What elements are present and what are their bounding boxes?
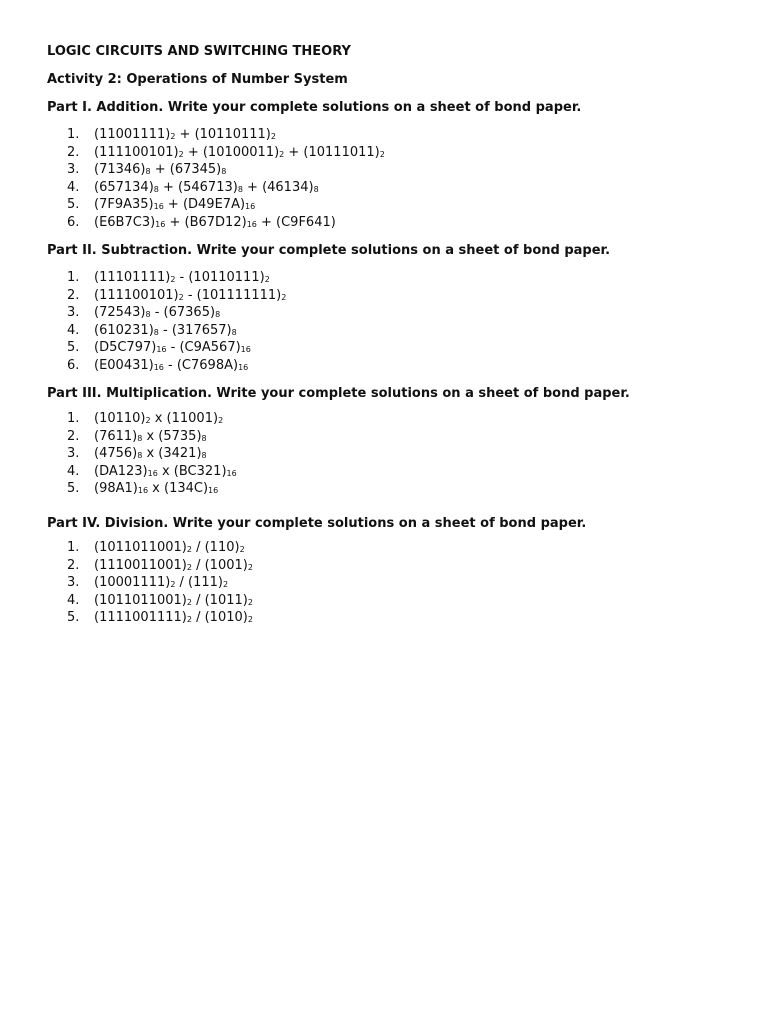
operand-text: + (46134) <box>242 179 314 195</box>
problem-expression <box>94 145 385 160</box>
operand-text: - (C7698A) <box>163 357 239 373</box>
problem-expression <box>94 197 255 212</box>
operand-text: (1110011001) <box>94 557 187 573</box>
item-number: 6. <box>67 214 80 230</box>
problem-expression <box>94 411 223 426</box>
problem-list-multiplication <box>67 410 237 498</box>
operand-text: (7F9A35) <box>94 197 154 213</box>
problem-item <box>67 179 385 197</box>
base-subscript: 8 <box>153 327 159 337</box>
base-subscript: 16 <box>240 345 251 355</box>
operand-text: (98A1) <box>94 481 138 497</box>
item-number: 4. <box>67 463 80 479</box>
section-heading-subtraction: Part II. Subtraction. Write your complete solutions on a sheet of bond paper. <box>47 243 611 258</box>
section-heading-addition: Part I. Addition. Write your complete solutions on a sheet of bond paper. <box>47 100 582 115</box>
base-subscript: 8 <box>145 167 151 177</box>
operand-text: / (110) <box>191 540 240 555</box>
problem-item <box>67 304 286 322</box>
base-subscript: 8 <box>153 184 159 194</box>
problem-item <box>67 196 385 214</box>
operand-text: (11001111) <box>94 127 171 142</box>
problem-expression <box>94 446 207 461</box>
base-subscript: 2 <box>379 149 385 159</box>
operand-text: (71346) <box>94 162 146 178</box>
item-number: 2. <box>67 144 80 160</box>
problem-expression <box>94 593 253 608</box>
problem-expression <box>94 270 270 285</box>
operand-text: + (546713) <box>158 179 238 195</box>
problem-expression <box>94 429 207 444</box>
problem-item <box>67 480 237 498</box>
problem-expression <box>94 288 286 303</box>
base-subscript: 2 <box>218 416 224 425</box>
base-subscript: 8 <box>313 184 319 194</box>
base-subscript: 16 <box>153 362 164 372</box>
item-number: 2. <box>67 557 80 573</box>
problem-item <box>67 214 385 232</box>
problem-item <box>67 126 385 144</box>
base-subscript: 16 <box>246 219 257 229</box>
operand-text: + (10110111) <box>175 127 271 142</box>
operand-text: (E6B7C3) <box>94 214 156 230</box>
base-subscript: 8 <box>221 167 227 177</box>
problem-item <box>67 463 237 481</box>
operand-text: / (111) <box>175 575 224 591</box>
problem-item <box>67 339 286 357</box>
base-subscript: 16 <box>137 486 149 496</box>
item-number: 4. <box>67 179 80 195</box>
base-subscript: 16 <box>155 219 166 229</box>
operand-text: x (5735) <box>142 428 202 444</box>
operand-text: - (67365) <box>150 305 216 321</box>
problem-expression <box>94 215 336 230</box>
base-subscript: 8 <box>215 310 221 320</box>
base-subscript: 2 <box>239 545 245 554</box>
operand-text: (10110) <box>94 411 146 426</box>
item-number: 4. <box>67 592 80 608</box>
problem-expression <box>94 464 237 479</box>
problem-item <box>67 609 253 627</box>
base-subscript: 2 <box>270 132 276 141</box>
problem-item <box>67 161 385 179</box>
base-subscript: 2 <box>170 275 176 284</box>
activity-title: Activity 2: Operations of Number System <box>47 72 348 87</box>
base-subscript: 2 <box>170 132 176 141</box>
item-number: 5. <box>67 340 80 356</box>
operand-text: (10001111) <box>94 575 171 591</box>
item-number: 3. <box>67 162 80 178</box>
problem-expression <box>94 610 253 625</box>
operand-text: (E00431) <box>94 357 154 373</box>
operand-text: - (C9A567) <box>166 340 241 356</box>
base-subscript: 8 <box>231 327 237 337</box>
problem-expression <box>94 305 220 320</box>
operand-text: + (D49E7A) <box>163 197 246 213</box>
base-subscript: 2 <box>170 580 176 590</box>
operand-text: - (317657) <box>158 322 232 338</box>
operand-text: + (10100011) <box>183 144 280 160</box>
operand-text: (610231) <box>94 322 154 338</box>
operand-text: (7611) <box>94 428 138 444</box>
base-subscript: 2 <box>247 562 253 572</box>
problem-item <box>67 357 286 375</box>
base-subscript: 2 <box>264 275 270 284</box>
base-subscript: 2 <box>178 292 184 302</box>
base-subscript: 2 <box>186 615 192 625</box>
operand-text: + (67345) <box>150 162 222 178</box>
problem-expression <box>94 358 248 373</box>
base-subscript: 2 <box>281 292 287 302</box>
operand-text: + (10111011) <box>284 144 380 160</box>
base-subscript: 2 <box>186 545 192 554</box>
section-heading-division: Part IV. Division. Write your complete solutions on a sheet of bond paper. <box>47 516 587 531</box>
operand-text: (657134) <box>94 179 154 195</box>
problem-item <box>67 574 253 592</box>
item-number: 3. <box>67 446 80 462</box>
item-number: 2. <box>67 428 80 444</box>
operand-text: (111100101) <box>94 287 179 303</box>
base-subscript: 2 <box>279 149 285 159</box>
item-number: 3. <box>67 305 80 321</box>
base-subscript: 2 <box>223 580 229 590</box>
operand-text: + (B67D12) <box>165 214 247 230</box>
base-subscript: 2 <box>145 416 151 425</box>
base-subscript: 16 <box>208 486 219 496</box>
problem-item <box>67 592 253 610</box>
base-subscript: 2 <box>186 562 192 572</box>
operand-text: (1011011001) <box>94 540 187 555</box>
base-subscript: 2 <box>178 149 184 159</box>
base-subscript: 16 <box>238 362 249 372</box>
problem-expression <box>94 481 218 496</box>
base-subscript: 2 <box>247 597 253 607</box>
operand-text: (D5C797) <box>94 340 157 356</box>
base-subscript: 2 <box>186 597 192 607</box>
problem-item <box>67 322 286 340</box>
item-number: 5. <box>67 610 80 626</box>
problem-item <box>67 287 286 305</box>
base-subscript: 16 <box>147 468 158 478</box>
item-number: 2. <box>67 287 80 303</box>
item-number: 1. <box>67 270 80 285</box>
base-subscript: 8 <box>201 451 207 461</box>
operand-text: x (11001) <box>150 411 219 426</box>
problem-list-addition <box>67 126 385 232</box>
operand-text: (72543) <box>94 305 146 321</box>
problem-expression <box>94 540 245 555</box>
course-title: LOGIC CIRCUITS AND SWITCHING THEORY <box>47 44 351 59</box>
item-number: 1. <box>67 127 80 142</box>
operand-text: x (134C) <box>148 481 209 497</box>
operand-text: - (101111111) <box>183 287 282 303</box>
item-number: 5. <box>67 197 80 213</box>
base-subscript: 8 <box>201 433 207 443</box>
base-subscript: 2 <box>247 615 253 625</box>
item-number: 1. <box>67 411 80 426</box>
base-subscript: 16 <box>226 468 237 478</box>
problem-item <box>67 428 237 446</box>
operand-text: (11101111) <box>94 270 171 285</box>
problem-expression <box>94 558 253 573</box>
problem-expression <box>94 127 276 142</box>
operand-text: / (1001) <box>191 557 248 573</box>
problem-expression <box>94 180 319 195</box>
problem-expression <box>94 162 226 177</box>
operand-text: (4756) <box>94 446 138 462</box>
item-number: 6. <box>67 357 80 373</box>
problem-list-division <box>67 539 253 627</box>
problem-item <box>67 410 237 428</box>
base-subscript: 8 <box>137 433 143 443</box>
problem-expression <box>94 575 228 590</box>
problem-expression <box>94 323 237 338</box>
operand-text: (111100101) <box>94 144 179 160</box>
operand-text: (1111001111) <box>94 610 187 626</box>
operand-text: + (C9F641) <box>256 214 336 230</box>
problem-expression <box>94 340 251 355</box>
item-number: 1. <box>67 540 80 555</box>
item-number: 4. <box>67 322 80 338</box>
item-number: 5. <box>67 481 80 497</box>
base-subscript: 8 <box>137 451 143 461</box>
operand-text: / (1011) <box>191 592 248 608</box>
item-number: 3. <box>67 575 80 591</box>
operand-text: x (3421) <box>142 446 202 462</box>
problem-item <box>67 144 385 162</box>
operand-text: (1011011001) <box>94 592 187 608</box>
problem-item <box>67 539 253 557</box>
operand-text: x (BC321) <box>157 463 227 479</box>
section-heading-multiplication: Part III. Multiplication. Write your complete solutions on a sheet of bond paper. <box>47 386 630 401</box>
operand-text: - (10110111) <box>175 270 265 285</box>
problem-item <box>67 269 286 287</box>
base-subscript: 8 <box>145 310 151 320</box>
operand-text: (DA123) <box>94 463 148 479</box>
problem-list-subtraction <box>67 269 286 375</box>
base-subscript: 8 <box>237 184 243 194</box>
problem-item <box>67 557 253 575</box>
base-subscript: 16 <box>245 202 256 212</box>
base-subscript: 16 <box>153 202 164 212</box>
problem-item <box>67 445 237 463</box>
base-subscript: 16 <box>156 345 167 355</box>
operand-text: / (1010) <box>191 610 248 626</box>
